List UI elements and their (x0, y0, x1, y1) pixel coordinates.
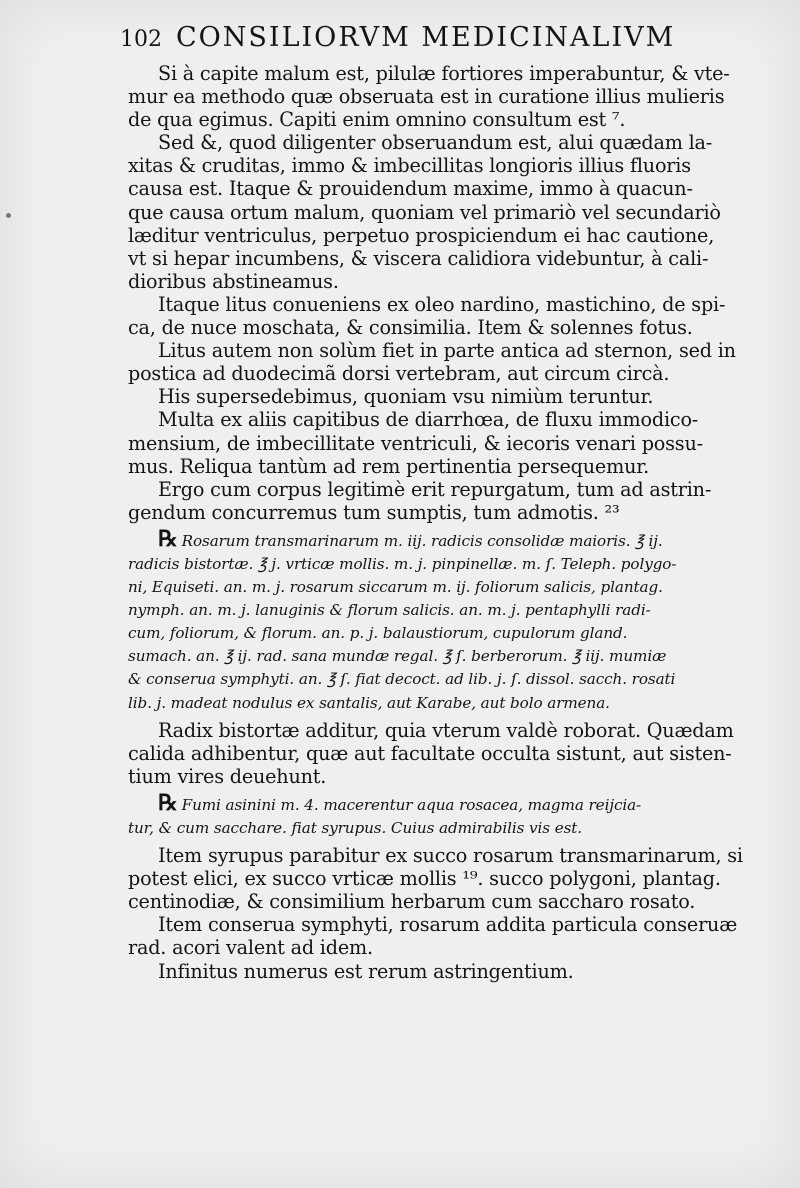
text-line: ca, de nuce moschata, & consimilia. Item & solennes fotus. (128, 316, 693, 340)
text-line: que causa ortum malum, quoniam vel primariò vel secundariò (128, 200, 721, 224)
text-line: Si à capite malum est, pilulæ fortiores imperabuntur, & vte- (158, 62, 730, 85)
recipe-line: sumach. an. ℥ ij. rad. sana mundæ regal. ℥ ſ. berberorum. ℥ iij. mumiæ (128, 647, 667, 666)
margin-speck (6, 213, 11, 218)
text-line: tium vires deuehunt. (128, 764, 327, 788)
recipe-symbol: ℞ (158, 525, 178, 552)
text-line: læditur ventriculus, perpetuo prospiciendum ei hac cautione, (128, 223, 715, 247)
page-number: 102 (120, 27, 162, 52)
running-title: CONSILIORVM MEDICINALIVM (176, 22, 676, 53)
page-header (120, 22, 730, 53)
text-line: Infinitus numerus est rerum astringentium. (158, 959, 574, 983)
text-line: mensium, de imbecillitate ventriculi, & iecoris venari possu- (128, 431, 703, 455)
recipe-text: Rosarum transmarinarum m. iij. radicis consolidæ maioris. ℥ ij. (181, 531, 663, 550)
recipe-text: Fumi asinini m. 4. macerentur aqua rosacea, magma reijcia- (181, 795, 642, 814)
text-line: de qua egimus. Capiti enim omnino consultum est ⁷. (128, 108, 626, 132)
text-line: His supersedebimus, quoniam vsu nimiùm teruntur. (158, 385, 654, 409)
recipe-line: nymph. an. m. j. lanuginis & florum salicis. an. m. j. pentaphylli radi- (128, 601, 651, 620)
text-line: gendum concurremus tum sumptis, tum admotis. ²³ (128, 500, 620, 524)
text-line: calida adhibentur, quæ aut facultate occulta sistunt, aut sisten- (128, 741, 732, 765)
text-line: mur ea methodo quæ obseruata est in curatione illius mulieris (128, 85, 725, 109)
recipe-line: ni, Equiseti. an. m. j. rosarum siccarum m. ij. foliorum salicis, plantag. (128, 578, 663, 597)
text-line: Litus autem non solùm fiet in parte antica ad sternon, sed in (158, 339, 736, 363)
recipe-line (128, 789, 768, 817)
text-line: rad. acori valent ad idem. (128, 936, 373, 960)
text-line: Item conserua symphyti, rosarum addita particula conseruæ (158, 913, 738, 937)
text-line: potest elici, ex succo vrticæ mollis ¹⁹. succo polygoni, plantag. (128, 867, 721, 891)
body-text (128, 62, 768, 983)
text-line: mus. Reliqua tantùm ad rem pertinentia persequemur. (128, 454, 649, 478)
text-line: xitas & cruditas, immo & imbecillitas longioris illius fluoris (128, 154, 691, 178)
recipe-symbol: ℞ (158, 789, 178, 816)
recipe-line (128, 525, 768, 553)
text-line: Sed &, quod diligenter obseruandum est, alui quædam la- (158, 131, 713, 155)
text-line: postica ad duodecimã dorsi vertebram, aut circum circà. (128, 362, 670, 386)
recipe-line: radicis bistortæ. ℥ j. vrticæ mollis. m. j. pinpinellæ. m. ſ. Teleph. polygo- (128, 554, 677, 573)
text-line: vt si hepar incumbens, & viscera calidiora videbuntur, à cali- (128, 246, 709, 270)
recipe-line: lib. j. madeat nodulus ex santalis, aut Karabe, aut bolo armena. (128, 693, 610, 712)
text-line: dioribus abstineamus. (128, 269, 339, 293)
recipe-line: & conserua symphyti. an. ℥ ſ. fiat decoct. ad lib. j. ſ. dissol. sacch. rosati (128, 670, 676, 689)
recipe-line: tur, & cum sacchare. fiat syrupus. Cuius admirabilis vis est. (128, 819, 583, 837)
text-line: causa est. Itaque & prouidendum maxime, immo à quacun- (128, 177, 693, 201)
text-line: Radix bistortæ additur, quia vterum valdè roborat. Quædam (158, 718, 734, 742)
text-line: Item syrupus parabitur ex succo rosarum transmarinarum, si (158, 844, 743, 868)
recipe-line: cum, foliorum, & florum. an. p. j. balaustiorum, cupulorum gland. (128, 624, 628, 643)
text-line: Itaque litus conueniens ex oleo nardino, mastichino, de spi- (158, 292, 726, 316)
text-line: Ergo cum corpus legitimè erit repurgatum, tum ad astrin- (158, 477, 712, 501)
text-line: centinodiæ, & consimilium herbarum cum saccharo rosato. (128, 890, 696, 914)
text-line: Multa ex aliis capitibus de diarrhœa, de fluxu immodico- (158, 408, 699, 432)
